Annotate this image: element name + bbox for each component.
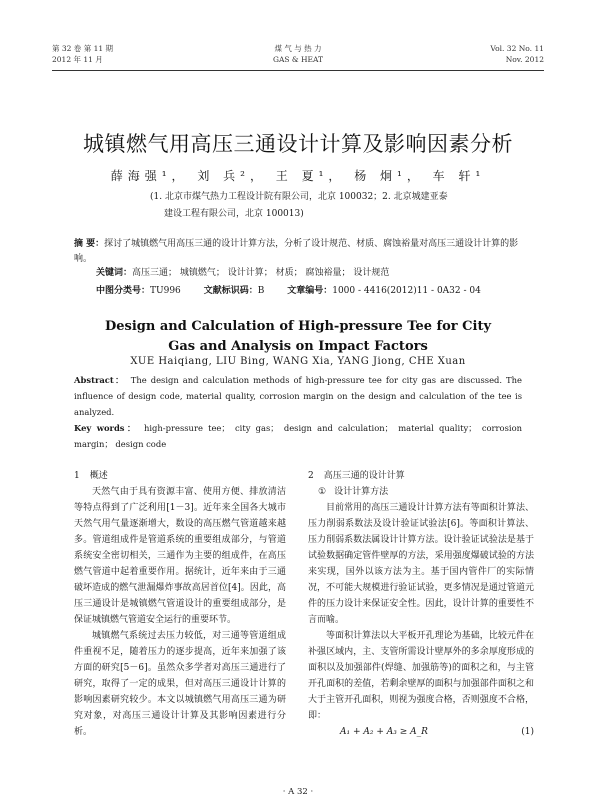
keywords-cn-text: 高压三通； 城镇燃气； 设计计算； 材质； 腐蚀裕量； 设计规范 <box>132 268 390 278</box>
paper-title-en <box>0 317 596 357</box>
keywords-cn-label: 关键词： <box>96 268 133 278</box>
section-2-heading <box>308 468 534 484</box>
abstract-en-label: Abstract： <box>74 375 125 385</box>
equation-row <box>308 724 534 742</box>
abstract-cn <box>74 237 522 267</box>
article-id-label: 文章编号： <box>287 286 333 296</box>
section-1-number: 1 <box>74 471 80 481</box>
abstract-en <box>74 372 522 420</box>
section-1-title: 概述 <box>89 471 108 481</box>
keywords-en <box>74 420 522 452</box>
journal-volume-info-en <box>490 43 544 65</box>
volume-issue-en: Vol. 32 No. 11 <box>490 44 544 53</box>
body-column-left <box>74 468 286 740</box>
section-2-number: 2 <box>308 471 314 481</box>
section-2-paragraph-1: 目前常用的高压三通设计计算方法有等面积计算法、压力削弱系数法及设计验证试验法[6]。等面积计算法、压力削弱系数法属设计计算方法。设计验证试验法是基于试验数据确定管件壁厚的方法，采用强度爆破试验的方法来实现，国外以该方法为主。基于国内管件厂的实际情况，不可能大规模进行验证试验，更多情况是通过管道元件的压力设计来保证安全性。因此，设计计算的重要性不言而喻。 <box>308 503 534 625</box>
keywords-cn <box>96 266 526 281</box>
affiliation-line-1: (1. 北京市煤气热力工程设计院有限公司，北京 100032；2. 北京城建亚泰 <box>150 192 448 202</box>
journal-name-cn: 煤 气 与 热 力 <box>274 44 322 53</box>
body-column-right <box>308 468 534 742</box>
subsection-number: ① <box>318 487 327 497</box>
authors-cn: 薛海强¹， 刘 兵²， 王 夏¹， 杨 炯¹， 车 轩¹ <box>110 169 486 183</box>
keywords-en-label: Key words： <box>74 423 138 433</box>
abstract-en-text: The design and calculation methods of high-pressure tee for city gas are discussed. The influence of design code, material quality, corrosion margin on the design and calculation of the tee is analyzed. <box>74 375 522 417</box>
paper-title-cn: 城镇燃气用高压三通设计计算及影响因素分析 <box>83 132 513 156</box>
section-2-title: 高压三通的设计计算 <box>323 471 405 481</box>
paper-title-en-line-2: Gas and Analysis on Impact Factors <box>168 339 428 354</box>
clc-label: 中图分类号： <box>96 286 151 296</box>
volume-issue: 第 32 卷 第 11 期 <box>52 44 114 53</box>
section-1-paragraph-2: 城镇燃气系统过去压力较低，对三通等管道组成件重视不足，随着压力的逐步提高，近年来加强了该方面的研究[5－6]。虽然众多学者对高压三通进行了研究，取得了一定的成果，但对高压三通设计计算的影响因素研究较少。本文以城镇燃气用高压三通为研究对象，对高压三通设计计算及其影响因素进行分析。 <box>74 631 286 737</box>
authors-en: XUE Haiqiang, LIU Bing, WANG Xia, YANG Jiong, CHE Xuan <box>130 356 466 367</box>
article-id-value: 1000 - 4416(2012)11 - 0A32 - 04 <box>332 286 481 296</box>
equation-number: (1) <box>521 727 534 737</box>
header-rule <box>52 70 544 71</box>
section-2-paragraph-2: 等面积计算法以大平板开孔理论为基础，比较元件在补强区域内，主、支管所需设计壁厚外的多余厚度形成的面积以及加强部件(焊缝、加强筋等)的面积之和，与主管开孔面积的差值，若剩余壁厚的面积与加强部件面积之和大于主管开孔面积，则视为强度合格，否则强度不合格，即： <box>308 631 534 721</box>
doc-code-label: 文献标识码： <box>203 286 258 296</box>
affiliation-line-2: 建设工程有限公司，北京 100013) <box>164 209 304 219</box>
affiliation-cn <box>150 189 470 223</box>
section-1-heading <box>74 468 286 484</box>
subsection-heading <box>308 484 534 500</box>
classification-cn <box>96 284 536 299</box>
abstract-cn-text: 探讨了城镇燃气用高压三通的设计计算方法，分析了设计规范、材质、腐蚀裕量对高压三通设计计算的影响。 <box>74 239 519 264</box>
doc-code-value: B <box>257 286 265 296</box>
clc-value: TU996 <box>150 286 181 296</box>
subsection-title: 设计计算方法 <box>334 487 389 497</box>
publication-date-cn: 2012 年 11 月 <box>52 55 103 64</box>
publication-date-en: Nov. 2012 <box>505 55 544 64</box>
journal-name-en: GAS & HEAT <box>272 55 323 64</box>
paper-title-en-line-1: Design and Calculation of High-pressure Tee for City <box>104 319 491 334</box>
page-number: · A 32 · <box>282 787 314 797</box>
section-1-paragraph-1: 天然气由于具有资源丰富、使用方便、排放清洁等特点得到了广泛利用[1－3]。近年来全国各大城市天然气用气量逐渐增大，数设的高压燃气管道越来越多。管道组成件是管道系统的重要组成部分，与管道系统安全密切相关，三通作为主要的组成件，在高压燃气管道中起着重要作用。据统计，近年来由于三通破坏造成的燃气泄漏爆炸事故高居首位[4]。因此，高压三通设计是城镇燃气管道设计的重要组成部分，是保证城镇燃气管道安全运行的重要环节。 <box>74 487 286 625</box>
abstract-cn-label: 摘 要： <box>74 239 105 249</box>
keywords-en-text: high-pressure tee； city gas； design and calculation； material quality； corrosion margin； design code <box>74 423 523 449</box>
equation: A₁ + A₂ + A₃ ≥ A_R <box>340 727 428 737</box>
